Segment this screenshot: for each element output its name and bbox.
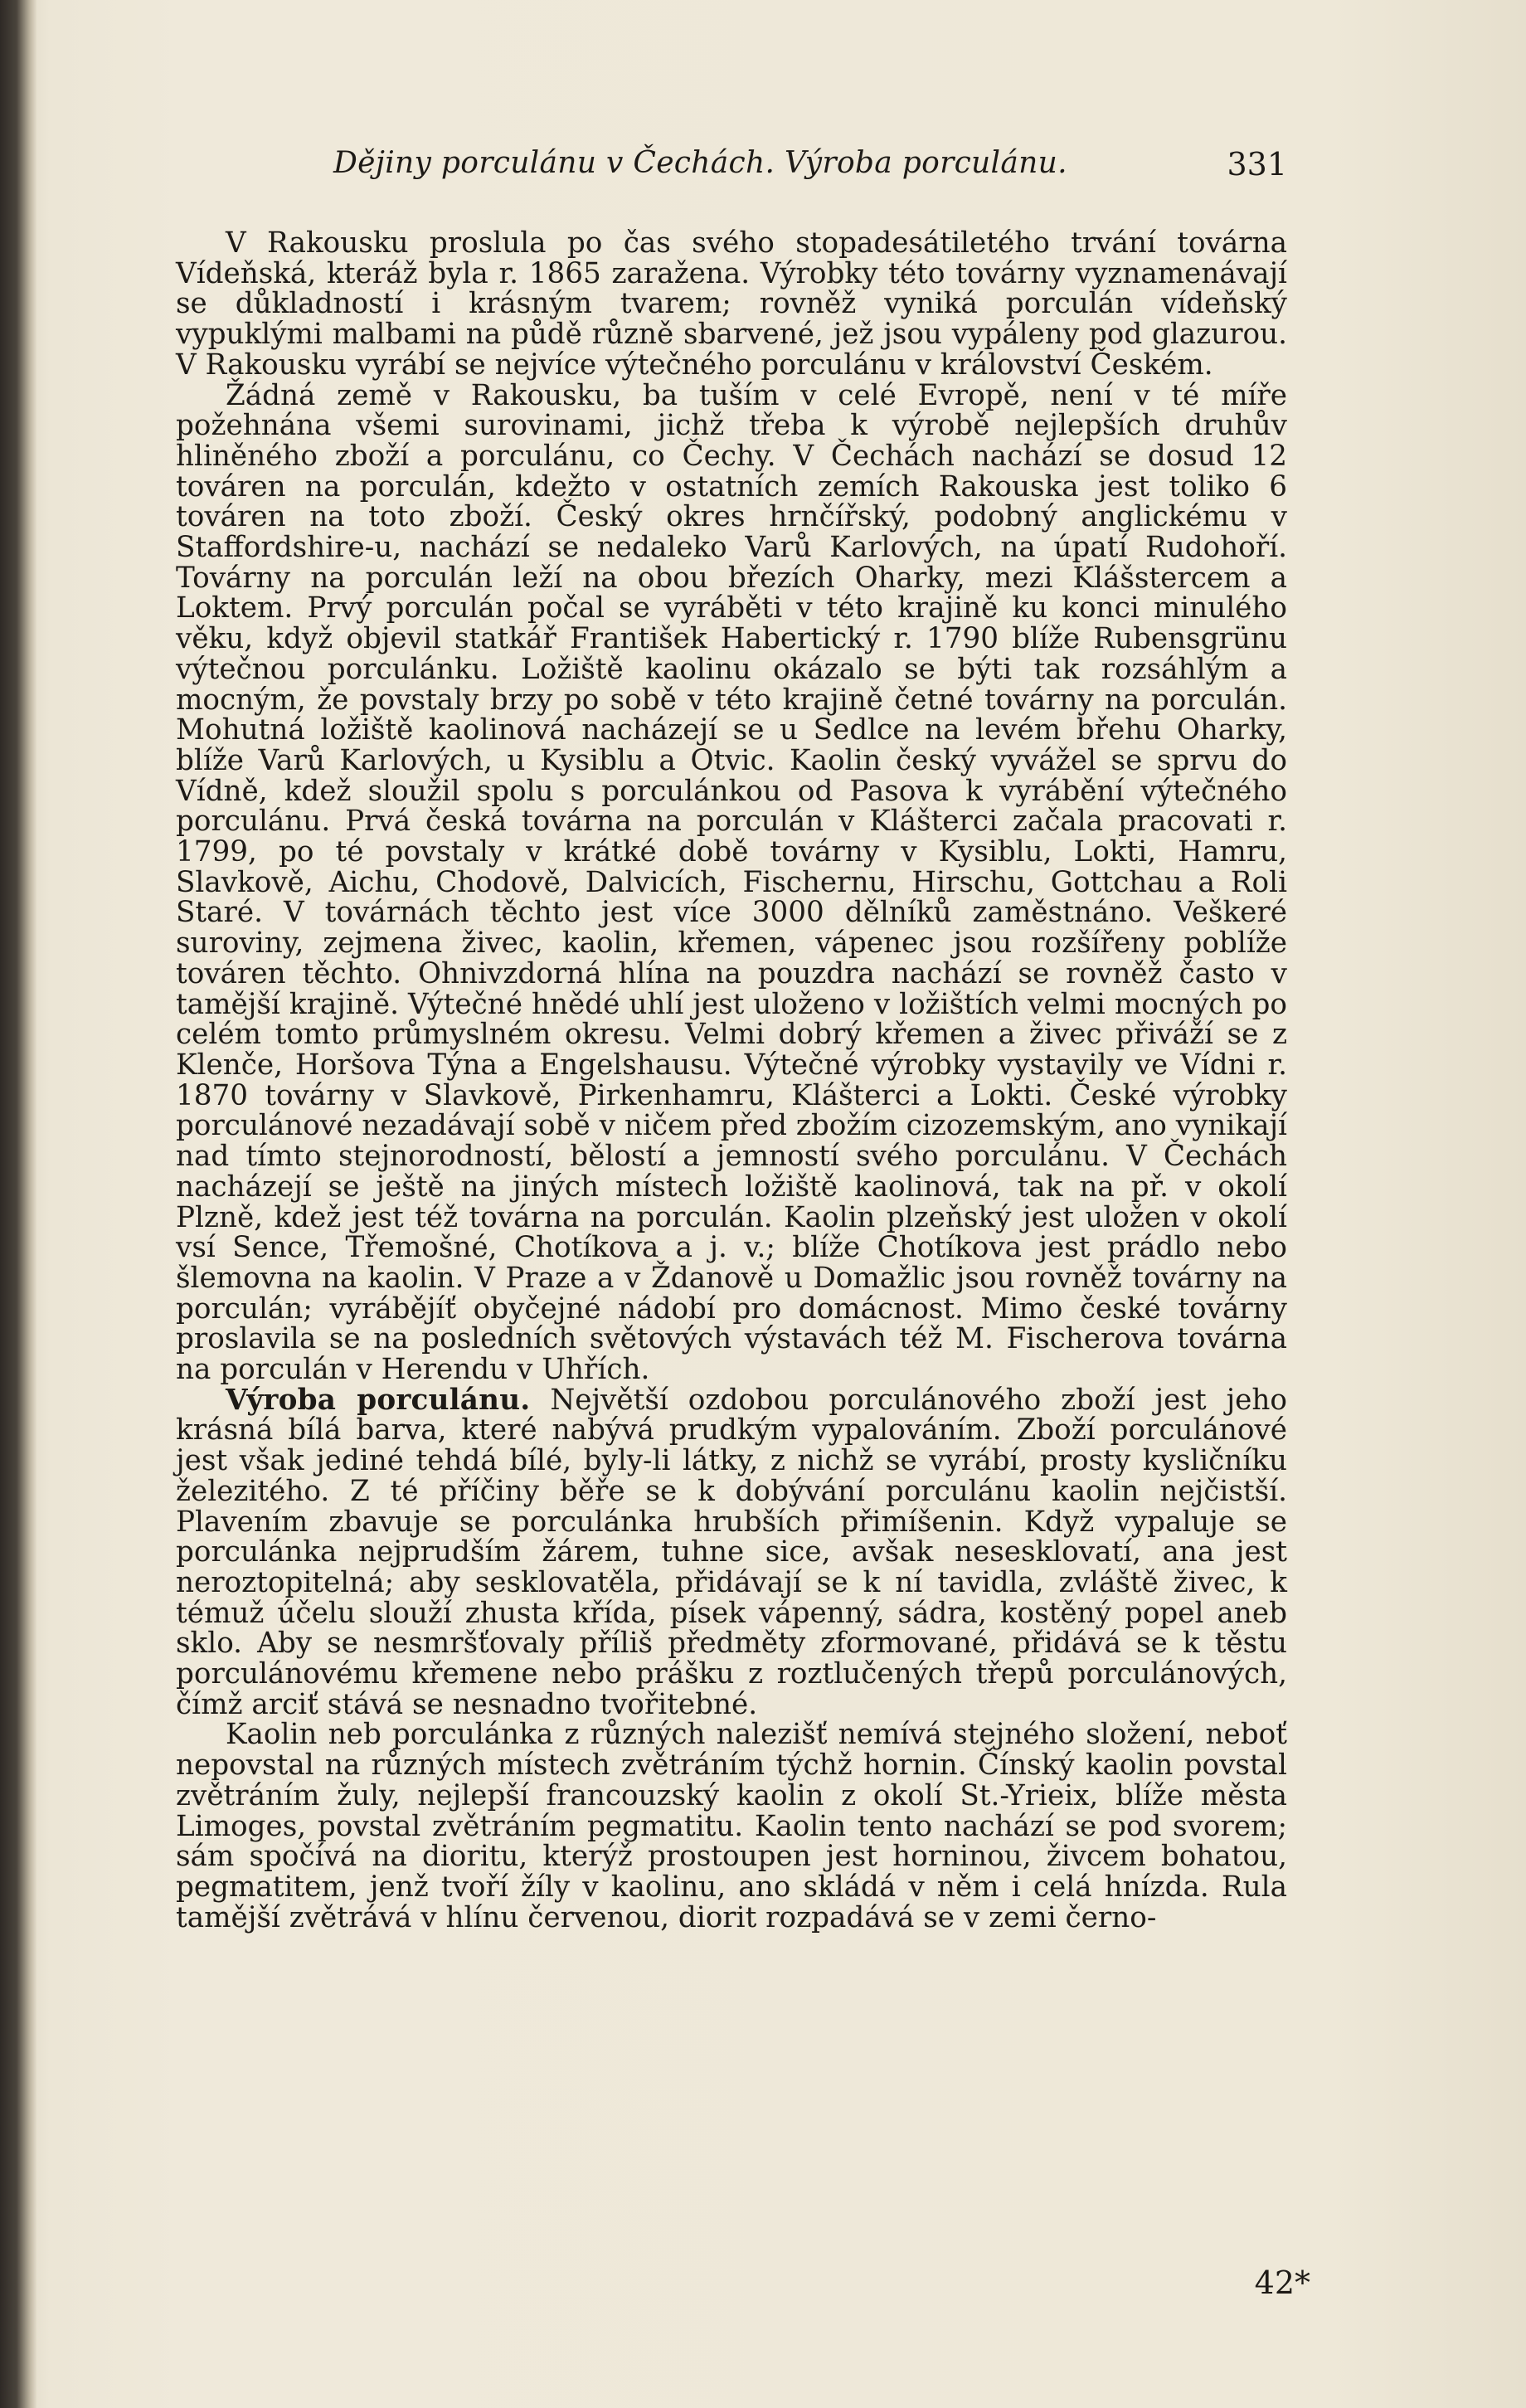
- paragraph-text: Žádná země v Rakousku, ba tuším v celé Evropě, není v té míře požehnána všemi surovinami, jichž třeba k výrobě nejlepších druhův hliněného zboží a porculánu, co Čechy. V Čechách nachází se dosud 12 továren na porculán, kdežto v ostatních zemích Rakouska jest toliko 6 továren na toto zboží. Český okres hrnčířský, podobný anglickému v Staffordshire-u, nachází se nedaleko Varů Karlových, na úpatí Rudohoří. Továrny na porculán leží na obou březích Oharky, mezi Klášstercem a Loktem. Prvý porculán počal se vyráběti v této krajině ku konci minulého věku, když objevil statkář František Habertický r. 1790 blíže Rubensgrünu výtečnou porculánku. Ložiště kaolinu okázalo se býti tak rozsáhlým a mocným, že povstaly brzy po sobě v této krajině četné továrny na porculán. Mohutná ložiště kaolinová nacházejí se u Sedlce na levém břehu Oharky, blíže Varů Karlových, u Kysiblu a Otvic. Kaolin český vyvážel se sprvu do Vídně, kdež sloužil spolu s porculánkou od Pasova k vyrábění výtečného porculánu. Prvá česká továrna na porculán v Klášterci začala pracovati r. 1799, po té povstaly v krátké době továrny v Kysiblu, Lokti, Hamru, Slavkově, Aichu, Chodově, Dalvicích, Fischernu, Hirschu, Gottchau a Roli Staré. V továrnách těchto jest více 3000 dělníků zaměstnáno. Veškeré suroviny, zejmena živec, kaolin, křemen, vápenec jsou rozšířeny poblíže továren těchto. Ohnivzdorná hlína na pouzdra nachází se rovněž často v tamější krajině. Výtečné hnědé uhlí jest uloženo v ložištích velmi mocných po celém tomto průmyslném okresu. Velmi dobrý křemen a živec přiváží se z Klenče, Horšova Týna a Engelshausu. Výtečné výrobky vystavily ve Vídni r. 1870 továrny v Slavkově, Pirkenhamru, Klášterci a Lokti. České výrobky porculánové nezadávají sobě v ničem před zbožím cizozemským, ano vynikají nad tímto stejnorodností, bělostí a jemností svého porculánu. V Čechách nacházejí se ještě na jiných místech ložiště kaolinová, tak na př. v okolí Plzně, kdež jest též továrna na porculán. Kaolin plzeňský jest uložen v okolí vsí Sence, Třemošné, Chotíkova a j. v.; blíže Chotíkova jest prádlo nebo šlemovna na kaolin. V Praze a v Ždanově u Domažlic jsou rovněž továrny na porculán; vyrábějíť obyčejné nádobí pro domácnost. Mimo české továrny proslavila se na posledních světových výstavách též M. Fischerova továrna na porculán v Herendu v Uhřích.: [176, 378, 1287, 1387]
- paragraph-text: V Rakousku proslula po čas svého stopadesátiletého trvání továrna Vídeňská, kteráž byla r. 1865 zaražena. Výrobky této továrny vyznamenávají se důkladností i krásným tvarem; rovněž vyniká porculán vídeňský vypuklými malbami na půdě různě sbarvené, jež jsou vypáleny pod glazurou. V Rakousku vyrábí se nejvíce výtečného porculánu v království Českém.: [176, 226, 1287, 382]
- body-text: [176, 228, 1287, 1933]
- paragraph-text: Kaolin neb porculánka z různých nalezišť nemívá stejného složení, neboť nepovstal na různých místech zvětráním týchž hornin. Čínský kaolin povstal zvětráním žuly, nejlepší francouzský kaolin z okolí St.-Yrieix, blíže města Limoges, povstal zvětráním pegmatitu. Kaolin tento nachází se pod svorem; sám spočívá na dioritu, kterýž prostoupen jest horninou, živcem bohatou, pegmatitem, jenž tvoří žíly v kaolinu, ano skládá v něm i celá hnízda. Rula tamější zvětrává v hlínu červenou, diorit rozpadává se v zemi černo-: [176, 1718, 1287, 1934]
- paragraph-2: [176, 378, 1287, 1387]
- page-header: [176, 146, 1287, 196]
- signature-mark: 42*: [1254, 2264, 1310, 2301]
- paragraph-4: [176, 1720, 1287, 1933]
- page-number: 331: [1227, 146, 1287, 182]
- paragraph-1: [176, 228, 1287, 381]
- paragraph-3: [176, 1385, 1287, 1720]
- section-lead: Výroba porculánu.: [226, 1383, 531, 1417]
- running-title: Dějiny porculánu v Čechách. Výroba porculánu.: [333, 146, 1067, 180]
- book-gutter: [0, 0, 36, 2408]
- paragraph-text: Největší ozdobou porculánového zboží jest jeho krásná bílá barva, které nabývá prudkým vypalováním. Zboží porculánové jest však jediné tehdá bílé, byly-li látky, z nichž se vyrábí, prosty kysličníku železitého. Z té příčiny běře se k dobývání porculánu kaolin nejčistší. Plavením zbavuje se porculánka hrubších přimíšenin. Když vypaluje se porculánka nejprudším žárem, tuhne sice, avšak nesesklovatí, ana jest neroztopitelná; aby sesklovatěla, přidávají se k ní tavidla, zvláště živec, k témuž účelu slouží zhusta křída, písek vápenný, sádra, kostěný popel aneb sklo. Aby se nesmršťovaly příliš předměty zformované, přidává se k těstu porculánovému křemene nebo prášku z roztlučených třepů porculánových, čímž arciť stává se nesnadno tvořitebné.: [176, 1383, 1287, 1721]
